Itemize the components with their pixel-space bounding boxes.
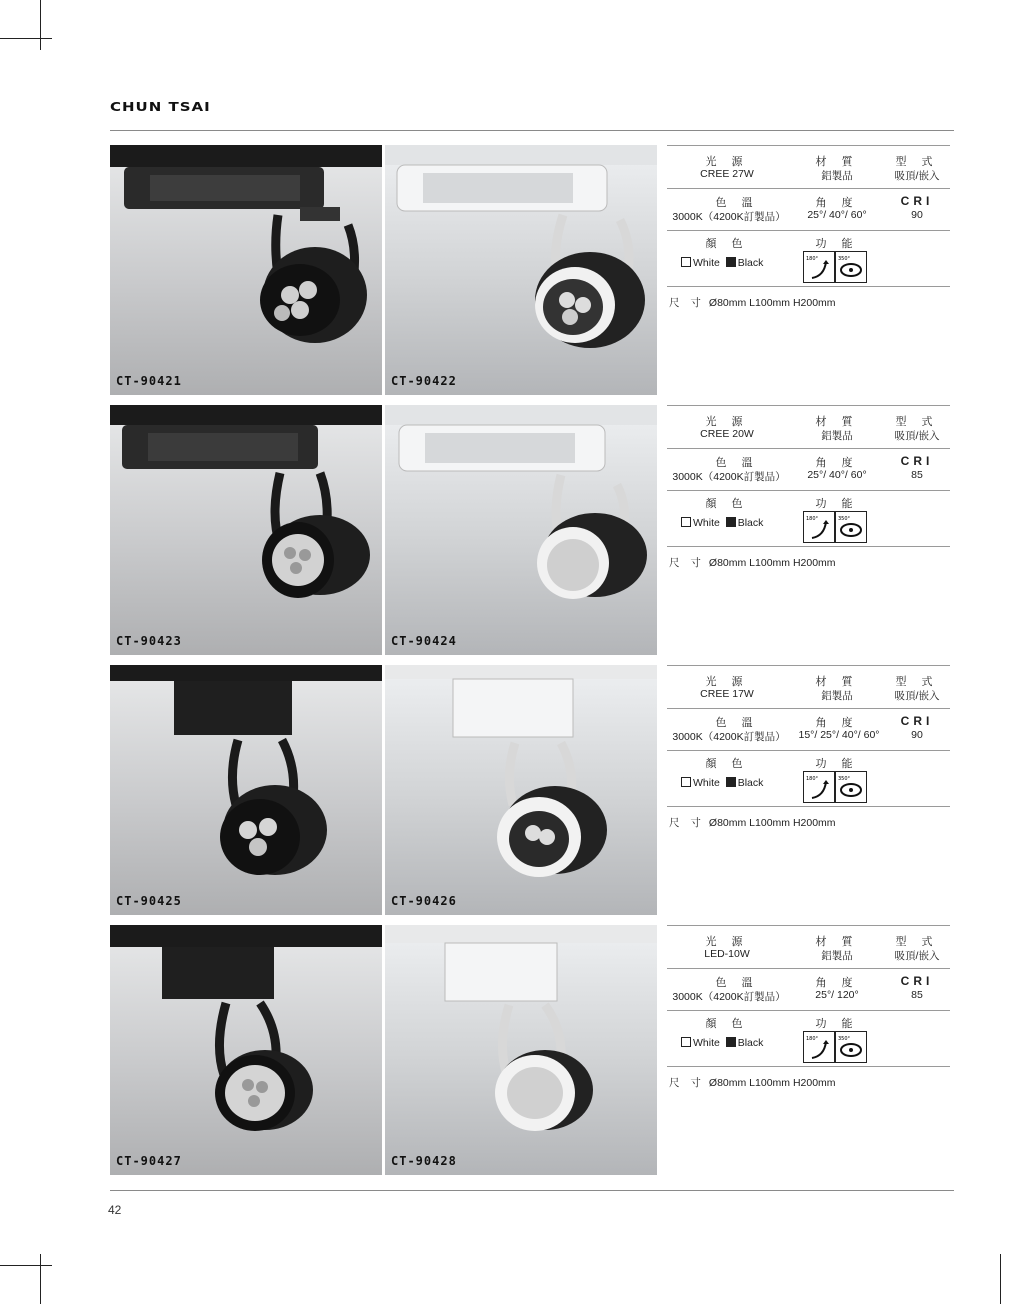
value-type: 吸頂/嵌入 <box>894 430 940 442</box>
value-cri: 90 <box>911 729 923 741</box>
label-color-temp: 色 溫 <box>715 197 759 209</box>
color-options <box>681 1037 763 1049</box>
svg-text:350°: 350° <box>838 516 851 522</box>
rotate-180-icon <box>803 511 835 543</box>
label-cri: CRI <box>900 974 934 988</box>
label-angle: 角 度 <box>815 197 859 209</box>
product-photo-black <box>110 925 382 1175</box>
value-cri: 85 <box>911 469 923 481</box>
spec-table <box>667 405 950 655</box>
color-options <box>681 517 763 529</box>
white-swatch <box>681 257 691 267</box>
value-size: Ø80mm L100mm H200mm <box>708 297 836 309</box>
model-number: CT-90425 <box>116 894 182 908</box>
product-row-3 <box>110 665 954 915</box>
label-material: 材 質 <box>815 156 859 168</box>
product-photo-white <box>385 925 657 1175</box>
model-number: CT-90424 <box>391 634 457 648</box>
value-angle: 25°/ 40°/ 60° <box>807 469 867 481</box>
label-type: 型 式 <box>895 416 939 428</box>
color-options <box>681 257 763 269</box>
label-color: 顏 色 <box>705 238 749 250</box>
label-type: 型 式 <box>895 156 939 168</box>
dimensions: 尺 寸 Ø80mm L100mm H200mm <box>669 1077 836 1089</box>
footer-rule <box>110 1190 954 1191</box>
label-light-source: 光 源 <box>705 416 749 428</box>
label-material: 材 質 <box>815 676 859 688</box>
model-number: CT-90426 <box>391 894 457 908</box>
value-light-source: CREE 27W <box>700 168 754 180</box>
value-cri: 85 <box>911 989 923 1001</box>
dimensions: 尺 寸 Ø80mm L100mm H200mm <box>669 297 836 309</box>
rotate-350-icon <box>835 771 867 803</box>
product-row-2 <box>110 405 954 655</box>
svg-text:350°: 350° <box>838 256 851 262</box>
black-swatch <box>726 1037 736 1047</box>
color-white: White <box>693 517 720 529</box>
svg-text:180°: 180° <box>806 1036 819 1042</box>
label-color-temp: 色 溫 <box>715 977 759 989</box>
value-material: 鋁製品 <box>821 690 853 702</box>
color-black: Black <box>737 777 764 789</box>
value-color-temp: 3000K（4200K訂製品） <box>672 731 786 743</box>
label-function: 功 能 <box>815 1018 859 1030</box>
header-rule <box>110 130 954 131</box>
label-cri: CRI <box>900 194 934 208</box>
dimensions: 尺 寸 Ø80mm L100mm H200mm <box>669 817 836 829</box>
crop-mark <box>0 38 52 39</box>
white-swatch <box>681 777 691 787</box>
model-number: CT-90421 <box>116 374 182 388</box>
color-black: Black <box>737 1037 764 1049</box>
color-black: Black <box>737 517 764 529</box>
value-type: 吸頂/嵌入 <box>894 950 940 962</box>
rotate-350-icon <box>835 251 867 283</box>
dimensions: 尺 寸 Ø80mm L100mm H200mm <box>669 557 836 569</box>
color-white: White <box>693 257 720 269</box>
rotate-180-icon <box>803 771 835 803</box>
label-light-source: 光 源 <box>705 936 749 948</box>
black-swatch <box>726 517 736 527</box>
value-type: 吸頂/嵌入 <box>894 690 940 702</box>
product-photo-black <box>110 145 382 395</box>
svg-text:180°: 180° <box>806 516 819 522</box>
label-angle: 角 度 <box>815 977 859 989</box>
product-photo-black <box>110 665 382 915</box>
value-angle: 15°/ 25°/ 40°/ 60° <box>798 729 880 741</box>
label-color: 顏 色 <box>705 498 749 510</box>
product-photo-white <box>385 405 657 655</box>
spec-table <box>667 665 950 915</box>
value-angle: 25°/ 40°/ 60° <box>807 209 867 221</box>
rotate-350-icon <box>835 1031 867 1063</box>
label-function: 功 能 <box>815 758 859 770</box>
label-angle: 角 度 <box>815 717 859 729</box>
value-light-source: CREE 17W <box>700 688 754 700</box>
rotate-180-icon <box>803 251 835 283</box>
model-number: CT-90428 <box>391 1154 457 1168</box>
label-cri: CRI <box>900 714 934 728</box>
product-photo-black <box>110 405 382 655</box>
svg-text:350°: 350° <box>838 776 851 782</box>
color-white: White <box>693 777 720 789</box>
rotate-350-icon <box>835 511 867 543</box>
svg-text:180°: 180° <box>806 256 819 262</box>
label-function: 功 能 <box>815 498 859 510</box>
svg-text:350°: 350° <box>838 1036 851 1042</box>
product-photo-white <box>385 145 657 395</box>
label-type: 型 式 <box>895 676 939 688</box>
crop-mark <box>40 0 41 50</box>
label-color: 顏 色 <box>705 758 749 770</box>
label-light-source: 光 源 <box>705 676 749 688</box>
value-material: 鋁製品 <box>821 950 853 962</box>
label-color-temp: 色 溫 <box>715 457 759 469</box>
label-material: 材 質 <box>815 416 859 428</box>
black-swatch <box>726 257 736 267</box>
value-color-temp: 3000K（4200K訂製品） <box>672 991 786 1003</box>
value-type: 吸頂/嵌入 <box>894 170 940 182</box>
black-swatch <box>726 777 736 787</box>
label-type: 型 式 <box>895 936 939 948</box>
label-color-temp: 色 溫 <box>715 717 759 729</box>
crop-mark <box>40 1254 41 1304</box>
value-size: Ø80mm L100mm H200mm <box>708 1077 836 1089</box>
color-white: White <box>693 1037 720 1049</box>
model-number: CT-90422 <box>391 374 457 388</box>
model-number: CT-90427 <box>116 1154 182 1168</box>
crop-mark <box>1000 1254 1001 1304</box>
label-cri: CRI <box>900 454 934 468</box>
value-light-source: CREE 20W <box>700 428 754 440</box>
svg-text:180°: 180° <box>806 776 819 782</box>
value-cri: 90 <box>911 209 923 221</box>
product-row-4 <box>110 925 954 1175</box>
value-light-source: LED-10W <box>704 948 750 960</box>
rotate-180-icon <box>803 1031 835 1063</box>
product-row-1 <box>110 145 954 395</box>
page-number: 42 <box>108 1203 122 1217</box>
spec-table <box>667 925 950 1175</box>
value-size: Ø80mm L100mm H200mm <box>708 817 836 829</box>
value-angle: 25°/ 120° <box>815 989 859 1001</box>
value-material: 鋁製品 <box>821 170 853 182</box>
color-options <box>681 777 763 789</box>
value-color-temp: 3000K（4200K訂製品） <box>672 211 786 223</box>
crop-mark <box>0 1265 52 1266</box>
label-angle: 角 度 <box>815 457 859 469</box>
white-swatch <box>681 1037 691 1047</box>
brand-logo: CHUN TSAI <box>110 99 211 115</box>
label-light-source: 光 源 <box>705 156 749 168</box>
value-material: 鋁製品 <box>821 430 853 442</box>
value-size: Ø80mm L100mm H200mm <box>708 557 836 569</box>
white-swatch <box>681 517 691 527</box>
label-material: 材 質 <box>815 936 859 948</box>
model-number: CT-90423 <box>116 634 182 648</box>
color-black: Black <box>737 257 764 269</box>
label-color: 顏 色 <box>705 1018 749 1030</box>
product-photo-white <box>385 665 657 915</box>
label-function: 功 能 <box>815 238 859 250</box>
spec-table <box>667 145 950 395</box>
value-color-temp: 3000K（4200K訂製品） <box>672 471 786 483</box>
